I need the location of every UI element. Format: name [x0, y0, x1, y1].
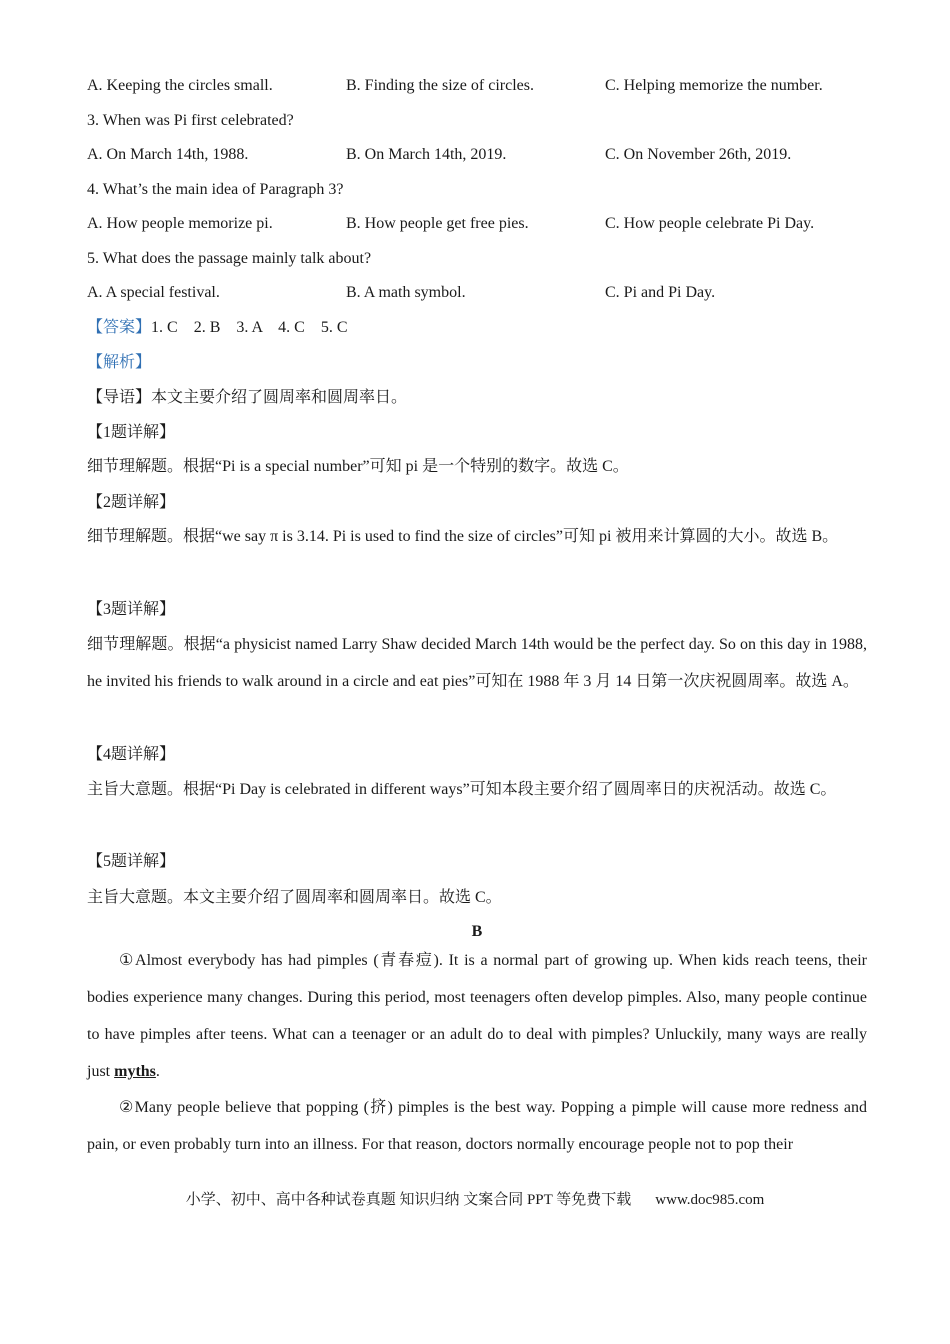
analysis-label: 【解析】 — [87, 354, 152, 371]
q2-option-b: B. Finding the size of circles. — [346, 77, 534, 94]
q5-option-c: C. Pi and Pi Day. — [605, 284, 716, 301]
page-footer — [0, 1190, 950, 1210]
q2-option-c: C. Helping memorize the number. — [605, 77, 823, 94]
q4-option-a: A. How people memorize pi. — [87, 215, 273, 232]
detail-2-heading: 【2题详解】 — [87, 494, 176, 511]
q4-option-c: C. How people celebrate Pi Day. — [605, 215, 815, 232]
answer-label: 【答案】 — [87, 319, 152, 336]
passage-paragraph-2: ②Many people believe that popping (挤) pimples is the best way. Popping a pimple will cause more redness and pain, or even probably turn into an illness. For that reason, doctors normally encourage people not to pop their — [87, 1099, 867, 1153]
detail-3-heading: 【3题详解】 — [87, 601, 176, 618]
footer-text: 小学、初中、高中各种试卷真题 知识归纳 文案合同 PPT 等免费下载 — [185, 1192, 632, 1208]
guide-text: 【导语】本文主要介绍了圆周率和圆周率日。 — [87, 389, 408, 406]
detail-4-heading: 【4题详解】 — [87, 746, 176, 763]
q4-option-b: B. How people get free pies. — [346, 215, 529, 232]
myths-word: myths — [114, 1063, 156, 1080]
q5-question: 5. What does the passage mainly talk about? — [87, 250, 372, 267]
paragraph-1-end: . — [155, 1063, 160, 1080]
footer-url[interactable]: www.doc985.com — [655, 1192, 765, 1208]
q3-question: 3. When was Pi first celebrated? — [87, 112, 294, 129]
detail-5-text: 主旨大意题。本文主要介绍了圆周率和圆周率日。故选 C。 — [87, 889, 502, 906]
passage-paragraph-1 — [87, 942, 867, 1090]
q3-option-c: C. On November 26th, 2019. — [605, 146, 792, 163]
q5-option-a: A. A special festival. — [87, 284, 220, 301]
answer-text: 1. C 2. B 3. A 4. C 5. C — [151, 319, 348, 336]
detail-2-text: 细节理解题。根据“we say π is 3.14. Pi is used to find the size of circles”可知 pi 被用来计算圆的大小。故选 B。 — [87, 528, 839, 545]
q3-option-a: A. On March 14th, 1988. — [87, 146, 249, 163]
detail-4-text: 主旨大意题。根据“Pi Day is celebrated in different ways”可知本段主要介绍了圆周率日的庆祝活动。故选 C。 — [87, 781, 837, 798]
paragraph-1-text: ①Almost everybody has had pimples (青春痘). It is a normal part of growing up. When kids reach teens, their bodies experience many changes. During this period, most teenagers often develop pimples. Also, many people continue to have pimples after teens. What can a teenager or an adult do to deal with pimples? Unluckily, many ways are really just — [87, 952, 867, 1080]
detail-3-text: 细节理解题。根据“a physicist named Larry Shaw decided March 14th would be the perfect day. So on this day in 1988, he invited his friends to walk around in a circle and eat pies”可知在 1988 年 3 月 14 日第一次庆祝圆周率。故选 A。 — [87, 636, 867, 690]
q2-option-a: A. Keeping the circles small. — [87, 77, 273, 94]
q3-option-b: B. On March 14th, 2019. — [346, 146, 507, 163]
q4-question: 4. What’s the main idea of Paragraph 3? — [87, 181, 344, 198]
detail-1-text: 细节理解题。根据“Pi is a special number”可知 pi 是一个特别的数字。故选 C。 — [87, 458, 629, 475]
detail-1-heading: 【1题详解】 — [87, 424, 176, 441]
q5-option-b: B. A math symbol. — [346, 284, 466, 301]
section-b-title: B — [471, 923, 483, 940]
detail-5-heading: 【5题详解】 — [87, 853, 176, 870]
answer-line — [87, 318, 348, 338]
